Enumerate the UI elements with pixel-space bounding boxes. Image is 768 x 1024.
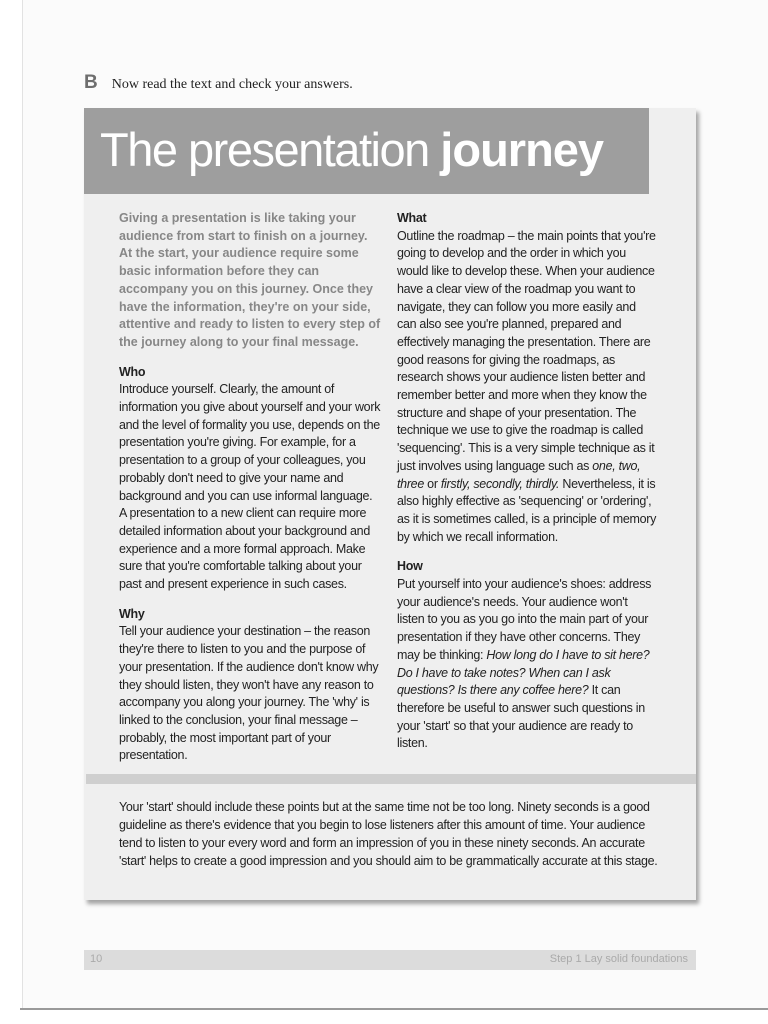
how-text-1: Put yourself into your audience's shoes: address your audience's needs. Your audience won't listen to you as you go into the main part of your presentation if they have other concerns. They may be thinking: xyxy=(397,577,652,662)
divider-strip xyxy=(86,774,696,784)
how-italic-1: How long do I have to sit here? Do I have to take notes? When can I ask questions? Is there any coffee here? xyxy=(397,647,650,698)
left-column xyxy=(119,210,381,765)
exercise-instruction xyxy=(84,72,353,94)
what-text-1: Outline the roadmap – the main points that you're going to develop and the order in which you would like to develop these. When your audience have a clear view of the roadmap you want to navigate, they can follow you more easily and can also see you're planned, prepared and effectively managing the presentation. There are good reasons for giving the roadmaps, as research shows your audience listen better and remember better and more when they know the structure and shape of your presentation. The technique we use to give the roadmap is called 'sequencing'. This is a very simple technique as it just involves using language such as xyxy=(397,228,656,473)
paragraph-why: Tell your audience your destination – the reason they're there to listen to you and the purpose of your presentation. If the audience don't know why they should listen, they won't have any reason to accompany you along your journey. The 'why' is linked to the conclusion, your final message – probably, the most important part of your presentation. xyxy=(119,624,379,763)
intro-paragraph: Giving a presentation is like taking your audience from start to finish on a journey. At the start, your audience require some basic information before they can accompany you on this journey. Once they have the information, they're on your side, attentive and ready to listen to every step of the journey along to your final message. xyxy=(119,211,381,349)
closing-paragraph: Your 'start' should include these points but at the same time not be too long. Ninety seconds is a good guideline as there's evidence that you begin to lose listeners after this amount of time. Your audience tend to listen to your every word and form an impression of you in these ninety seconds. An accurate 'start' helps to create a good impression and you should aim to be grammatically accurate at this stage. xyxy=(119,800,658,868)
what-text-3: Nevertheless, it is also highly effective as 'sequencing' or 'ordering', as it is sometimes called, is a principle of memory by which we recall information. xyxy=(397,476,657,544)
paragraph-who: Introduce yourself. Clearly, the amount of information you give about yourself and your work and the level of formality you use, depends on the presentation you're giving. For example, for a presentation to a group of your colleagues, you probably don't need to give your name and background and you can use informal language. A presentation to a new client can require more detailed information about your background and experience and a more formal approach. Make sure that you're comfortable talking about your past and present experience in such cases. xyxy=(119,382,381,592)
page-number: 10 xyxy=(90,953,103,965)
title-light: The presentation xyxy=(100,123,429,176)
title-bold: journey xyxy=(440,123,604,176)
heading-who: Who xyxy=(119,364,146,379)
page-edge xyxy=(20,1008,768,1010)
what-italic-1: one, two, three xyxy=(397,458,641,491)
heading-what: What xyxy=(397,211,427,225)
how-text-2: It can therefore be useful to answer such questions in your 'start' so that your audience are ready to listen. xyxy=(397,683,645,751)
heading-why: Why xyxy=(119,606,145,621)
what-italic-2: firstly, secondly, thirdly. xyxy=(440,476,560,491)
heading-how: How xyxy=(397,559,423,574)
paragraph-how xyxy=(397,576,657,753)
paragraph-what xyxy=(397,228,657,547)
what-text-2: or xyxy=(424,476,441,491)
right-column xyxy=(397,210,657,753)
footer-section-title: Step 1 Lay solid foundations xyxy=(549,953,688,965)
instruction-text: Now read the text and check your answers. xyxy=(111,77,353,92)
exercise-letter: B xyxy=(84,72,98,93)
article-title xyxy=(100,122,603,177)
